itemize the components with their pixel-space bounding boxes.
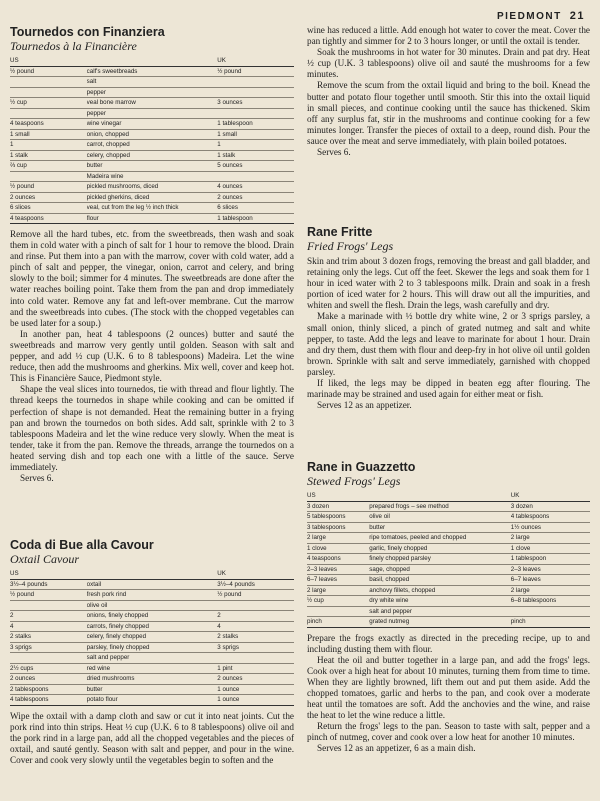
table-row	[10, 579, 294, 590]
us-quantity	[10, 87, 87, 98]
uk-quantity: 1 stalk	[217, 150, 294, 161]
paragraph: Serves 12 as an appetizer.	[317, 400, 412, 411]
paragraph: Wipe the oxtail with a damp cloth and saw or cut it into neat joints. Cut the pork rind into thin strips. Heat ½ cup (U.K. 6 to 8 tablespoons) olive oil and the pork rind in a large pan, add all the chopped vegetables and the pieces of oxtail, and sauté gently. Season with salt and pepper, and pour in the wine. Cover and cook very slowly until the vegetables begin to soften and the	[10, 710, 294, 765]
us-quantity: 2 ounces	[10, 674, 87, 685]
table-row	[10, 161, 294, 172]
us-quantity: 4 teaspoons	[10, 119, 87, 130]
us-quantity: 4 tablespoons	[10, 695, 87, 706]
ingredient: olive oil	[369, 512, 511, 523]
table-row	[10, 642, 294, 653]
ingredient: celery, chopped	[87, 150, 218, 161]
uk-quantity: 1 pint	[217, 663, 294, 674]
column-header: UK	[217, 569, 294, 579]
uk-quantity: 2 large	[511, 585, 590, 596]
uk-quantity	[217, 108, 294, 119]
uk-quantity: 1 tablespoon	[511, 554, 590, 565]
ingredient: potato flour	[87, 695, 218, 706]
column-header	[87, 56, 218, 66]
table-row	[10, 674, 294, 685]
table-row	[307, 606, 590, 617]
table-row	[307, 554, 590, 565]
table-row	[10, 98, 294, 109]
uk-quantity: 2	[217, 611, 294, 622]
table-row	[10, 621, 294, 632]
uk-quantity: 3 dozen	[511, 501, 590, 512]
ingredient: veal bone marrow	[87, 98, 218, 109]
uk-quantity: 1 small	[217, 129, 294, 140]
ingredient: olive oil	[87, 600, 218, 611]
uk-quantity: 4	[217, 621, 294, 632]
table-row	[10, 119, 294, 130]
uk-quantity: 1 ounce	[217, 695, 294, 706]
paragraph: Remove all the hard tubes, etc. from the sweetbreads, then wash and soak them in cold water with a pinch of salt for 1 hour to remove the blood. Drain and rinse. Put them into a pan with the marrow, cover with cold water, add a pinch of salt and pepper, the vinegar, onion, carrot and celery, and bring slowly to the boil; simmer for 4 minutes. The sweetbreads are done after the water reaches boiling point. Take them from the pan and drop immediately into cold water. Remove any fat and left-over membrane. Cut the marrow and the sweetbreads into cubes. (The stock with the chopped vegetables can be used later for a soup.)	[10, 229, 294, 328]
table-header-row	[307, 491, 590, 501]
uk-quantity	[217, 653, 294, 664]
us-quantity	[10, 653, 87, 664]
column-header: UK	[511, 491, 590, 501]
column-header: US	[10, 569, 87, 579]
us-quantity: 2	[10, 611, 87, 622]
recipe-coda-continued	[307, 25, 590, 158]
uk-quantity: 6–8 tablespoons	[511, 596, 590, 607]
table-row	[10, 87, 294, 98]
page-number: 21	[569, 10, 585, 22]
table-row	[307, 585, 590, 596]
table-row	[10, 590, 294, 601]
column-header: UK	[217, 56, 294, 66]
ingredient: carrot, chopped	[87, 140, 218, 151]
table-row	[307, 512, 590, 523]
ingredient: pepper	[87, 108, 218, 119]
table-row	[10, 611, 294, 622]
uk-quantity	[217, 77, 294, 88]
ingredient: calf's sweetbreads	[87, 66, 218, 77]
table-row	[307, 533, 590, 544]
ingredient: onion, chopped	[87, 129, 218, 140]
uk-quantity: 2 stalks	[217, 632, 294, 643]
ingredient: parsley, finely chopped	[87, 642, 218, 653]
ingredient: sage, chopped	[369, 564, 511, 575]
table-row	[10, 695, 294, 706]
recipe-method	[10, 229, 294, 484]
us-quantity: 1 small	[10, 129, 87, 140]
ingredient: wine vinegar	[87, 119, 218, 130]
uk-quantity	[511, 606, 590, 617]
table-row	[10, 182, 294, 193]
table-row	[10, 150, 294, 161]
ingredient: ripe tomatoes, peeled and chopped	[369, 533, 511, 544]
paragraph: Serves 12 as an appetizer, 6 as a main dish.	[317, 743, 476, 754]
table-header-row	[10, 569, 294, 579]
ingredient: dry white wine	[369, 596, 511, 607]
recipe-coda	[10, 538, 294, 766]
us-quantity: ½ cup	[10, 98, 87, 109]
us-quantity: 3 dozen	[307, 501, 369, 512]
recipe-subtitle: Fried Frogs' Legs	[307, 239, 394, 253]
paragraph: Shape the veal slices into tournedos, tie with thread and flour lightly. The thread keeps the tournedos in shape while cooking and can be omitted if perfection of shape is not demanded. Heat the remaining butter in a frying pan and brown the tournedos on both sides. Add salt, sprinkle with 2 to 3 tablespoons Madeira and let the wine reduce very slowly. When the meat is tender, take it from the pan. Remove the threads, arrange the tournedos on a heated serving dish and top each one with a little of the sauce. Serve immediately.	[10, 384, 294, 472]
recipe-title: Rane Fritte	[307, 225, 373, 239]
us-quantity	[307, 606, 369, 617]
paragraph: Heat the oil and butter together in a large pan, and add the frogs' legs. Cook over a high heat for about 10 minutes, turning them from time to time. When they are lightly browned, lift them out and put them aside. Add the chopped tomatoes, garlic and herbs to the pan, and cook over a moderate heat until the tomatoes are soft. Add the anchovies and the wine, and raise the heat to let the wine reduce a little.	[307, 654, 590, 721]
us-quantity: 4	[10, 621, 87, 632]
uk-quantity: 4 tablespoons	[511, 512, 590, 523]
us-quantity: 2½ cups	[10, 663, 87, 674]
uk-quantity	[217, 87, 294, 98]
us-quantity: ½ cup	[307, 596, 369, 607]
ingredient: fresh pork rind	[87, 590, 218, 601]
column-header: US	[307, 491, 369, 501]
us-quantity: 2 large	[307, 585, 369, 596]
us-quantity: 2 stalks	[10, 632, 87, 643]
table-row	[10, 192, 294, 203]
ingredient: garlic, finely chopped	[369, 543, 511, 554]
uk-quantity: 3 ounces	[217, 98, 294, 109]
uk-quantity: 6–7 leaves	[511, 575, 590, 586]
recipe-method	[307, 25, 590, 158]
uk-quantity: pinch	[511, 617, 590, 628]
us-quantity: 1 stalk	[10, 150, 87, 161]
uk-quantity: 2 large	[511, 533, 590, 544]
recipe-title: Rane in Guazzetto	[307, 460, 416, 474]
column-header	[369, 491, 511, 501]
table-row	[10, 684, 294, 695]
us-quantity: pinch	[307, 617, 369, 628]
table-row	[307, 575, 590, 586]
table-row	[10, 600, 294, 611]
recipe-title: Tournedos con Finanziera	[10, 25, 165, 39]
uk-quantity: 3½–4 pounds	[217, 579, 294, 590]
uk-quantity: 1 ounce	[217, 684, 294, 695]
table-row	[307, 522, 590, 533]
table-row	[10, 171, 294, 182]
us-quantity: ⅔ cup	[10, 161, 87, 172]
us-quantity: ½ pound	[10, 590, 87, 601]
column-header: US	[10, 56, 87, 66]
ingredient: salt	[87, 77, 218, 88]
us-quantity: ½ pound	[10, 66, 87, 77]
ingredient: red wine	[87, 663, 218, 674]
ingredient: butter	[87, 684, 218, 695]
us-quantity: 2 tablespoons	[10, 684, 87, 695]
ingredient: oxtail	[87, 579, 218, 590]
us-quantity: 2 ounces	[10, 192, 87, 203]
us-quantity: 3 tablespoons	[307, 522, 369, 533]
us-quantity: 6 slices	[10, 203, 87, 214]
paragraph: Remove the scum from the oxtail liquid and bring to the boil. Knead the butter and potato flour together until smooth. Stir this into the oxtail liquid in small pieces, and continue cooking until the sauce has thickened. Skim off any surplus fat, stir in the mushrooms and continue cooking for a few minutes longer. Transfer the pieces of oxtail to a deep, round dish. Pour the sauce over the meat and serve immediately, with plain boiled potatoes.	[307, 80, 590, 146]
ingredient: prepared frogs – see method	[369, 501, 511, 512]
ingredient: pickled mushrooms, diced	[87, 182, 218, 193]
recipe-subtitle: Oxtail Cavour	[10, 552, 79, 566]
table-row	[10, 203, 294, 214]
recipe-title: Coda di Bue alla Cavour	[10, 538, 154, 552]
ingredient: butter	[87, 161, 218, 172]
paragraph: Skin and trim about 3 dozen frogs, removing the breast and gall bladder, and retaining only the legs. Cut off the feet. Skewer the legs and soak them for 1 hour in iced water with 2 to 3 tablespoons milk. Drain and soak in a fresh portion of iced water for 2 hours. This will draw out all the impurities, and whiten and swell the flesh. Drain the legs, wash carefully and dry.	[307, 256, 590, 311]
ingredients-table	[10, 56, 294, 224]
table-row	[307, 596, 590, 607]
ingredient: butter	[369, 522, 511, 533]
ingredient: flour	[87, 213, 218, 224]
paragraph: Prepare the frogs exactly as directed in the preceding recipe, up to and including dusting them with flour.	[307, 632, 590, 654]
us-quantity: 3½–4 pounds	[10, 579, 87, 590]
uk-quantity: 5 ounces	[217, 161, 294, 172]
paragraph: Serves 6.	[20, 473, 54, 484]
uk-quantity: 1 tablespoon	[217, 213, 294, 224]
table-row	[10, 66, 294, 77]
recipe-rane-fritte	[307, 225, 590, 411]
ingredient: finely chopped parsley	[369, 554, 511, 565]
uk-quantity: 1	[217, 140, 294, 151]
table-row	[307, 564, 590, 575]
ingredient: veal, cut from the leg ½ inch thick	[87, 203, 218, 214]
us-quantity	[10, 600, 87, 611]
paragraph: If liked, the legs may be dipped in beaten egg after flouring. The marinade may be strained and used again for either meat or fish.	[307, 378, 590, 400]
us-quantity	[10, 108, 87, 119]
ingredient: celery, finely chopped	[87, 632, 218, 643]
table-row	[10, 129, 294, 140]
ingredient: grated nutmeg	[369, 617, 511, 628]
column-header	[87, 569, 218, 579]
ingredient: carrots, finely chopped	[87, 621, 218, 632]
us-quantity	[10, 171, 87, 182]
uk-quantity	[217, 600, 294, 611]
table-row	[307, 617, 590, 628]
us-quantity: 1	[10, 140, 87, 151]
ingredients-table	[307, 491, 590, 628]
ingredient: salt and pepper	[369, 606, 511, 617]
recipe-tournedos	[10, 25, 294, 484]
us-quantity: 3 sprigs	[10, 642, 87, 653]
table-header-row	[10, 56, 294, 66]
uk-quantity: 2 ounces	[217, 192, 294, 203]
table-row	[10, 213, 294, 224]
table-row	[10, 632, 294, 643]
uk-quantity: 1½ ounces	[511, 522, 590, 533]
table-row	[10, 108, 294, 119]
paragraph: Return the frogs' legs to the pan. Season to taste with salt, pepper and a pinch of nutmeg, cover and cook over a low heat for another 10 minutes.	[307, 721, 590, 743]
table-row	[10, 663, 294, 674]
uk-quantity: 2–3 leaves	[511, 564, 590, 575]
uk-quantity: 1 clove	[511, 543, 590, 554]
table-row	[10, 77, 294, 88]
recipe-method	[307, 633, 590, 755]
ingredients-table	[10, 569, 294, 706]
paragraph: Make a marinade with ½ bottle dry white wine, 2 or 3 sprigs parsley, a small onion, thinly sliced, a pinch of grated nutmeg and salt and white pepper, to taste. Add the legs and leave to marinate for about 1 hour. Drain and dry them, dust them with flour and deep-fry in hot olive oil until golden brown. Sprinkle with salt and serve immediately, garnished with chopped parsley.	[307, 311, 590, 377]
table-row	[10, 653, 294, 664]
ingredient: pickled gherkins, diced	[87, 192, 218, 203]
us-quantity: 4 teaspoons	[10, 213, 87, 224]
uk-quantity: 6 slices	[217, 203, 294, 214]
uk-quantity: 4 ounces	[217, 182, 294, 193]
us-quantity: 6–7 leaves	[307, 575, 369, 586]
us-quantity: ½ pound	[10, 182, 87, 193]
ingredient: anchovy fillets, chopped	[369, 585, 511, 596]
uk-quantity: ½ pound	[217, 66, 294, 77]
us-quantity: 2–3 leaves	[307, 564, 369, 575]
us-quantity: 2 large	[307, 533, 369, 544]
ingredient: onions, finely chopped	[87, 611, 218, 622]
paragraph: wine has reduced a little. Add enough hot water to cover the meat. Cover the pan tightly and simmer for 2 to 3 hours longer, or until the oxtail is tender.	[307, 25, 590, 47]
ingredient: dried mushrooms	[87, 674, 218, 685]
recipe-subtitle: Stewed Frogs' Legs	[307, 474, 401, 488]
ingredient: salt and pepper	[87, 653, 218, 664]
uk-quantity	[217, 171, 294, 182]
paragraph: In another pan, heat 4 tablespoons (2 ounces) butter and sauté the sweetbreads and marrow very gently until golden. Season with salt and pepper, and add ½ cup (U.K. 6 to 8 tablespoons) Madeira. Let the wine reduce, then add the mushrooms and gherkins. Mix well, cover and keep hot. This is Financière Sauce, Piedmont style.	[10, 328, 294, 384]
us-quantity: 5 tablespoons	[307, 512, 369, 523]
table-row	[10, 140, 294, 151]
us-quantity: 4 teaspoons	[307, 554, 369, 565]
recipe-guazzetto	[307, 460, 590, 755]
running-header	[497, 10, 585, 22]
ingredient: Madeira wine	[87, 171, 218, 182]
recipe-subtitle: Tournedos à la Financière	[10, 39, 137, 53]
uk-quantity: 1 tablespoon	[217, 119, 294, 130]
table-row	[307, 501, 590, 512]
uk-quantity: 2 ounces	[217, 674, 294, 685]
running-head: PIEDMONT	[496, 11, 562, 22]
recipe-method	[307, 256, 590, 411]
recipe-method	[10, 711, 294, 766]
paragraph: Serves 6.	[317, 147, 351, 158]
ingredient: basil, chopped	[369, 575, 511, 586]
paragraph: Soak the mushrooms in hot water for 30 minutes. Drain and pat dry. Heat ½ cup (U.K. 3 tablespoons) olive oil and sauté the mushrooms for a few minutes.	[307, 47, 590, 80]
uk-quantity: ½ pound	[217, 590, 294, 601]
us-quantity: 1 clove	[307, 543, 369, 554]
ingredient: pepper	[87, 87, 218, 98]
us-quantity	[10, 77, 87, 88]
table-row	[307, 543, 590, 554]
uk-quantity: 3 sprigs	[217, 642, 294, 653]
